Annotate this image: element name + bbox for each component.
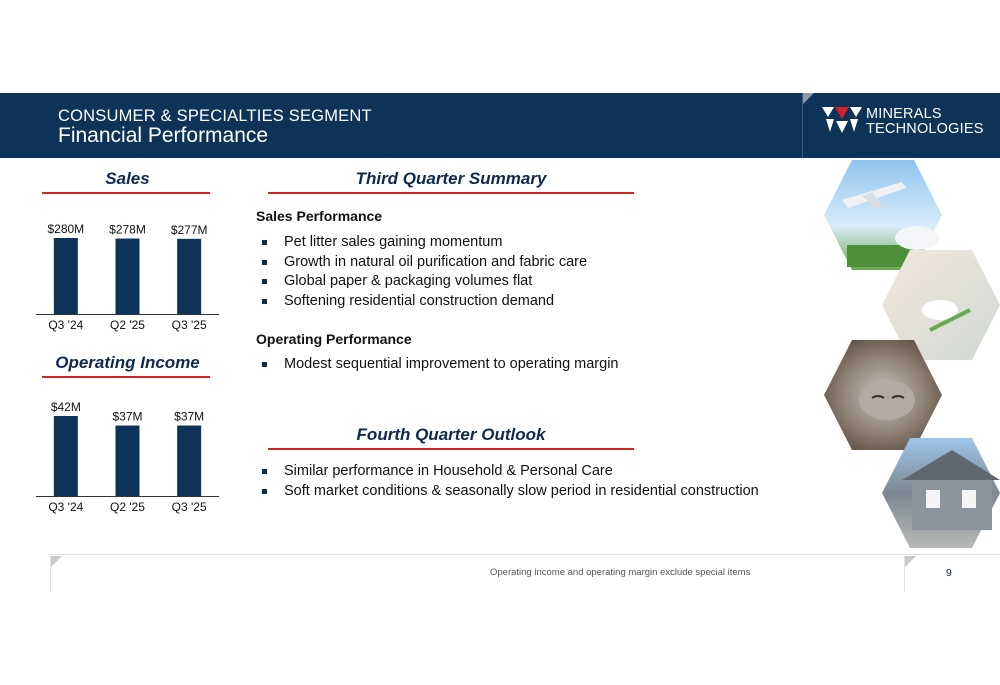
x-tick-label: Q3 '24: [48, 500, 84, 514]
list-item: Pet litter sales gaining momentum: [256, 233, 587, 253]
bar: [116, 426, 140, 496]
sales-bar-chart: [30, 218, 225, 336]
bar: [54, 416, 78, 496]
list-item: Soft market conditions & seasonally slow period in residential construction: [256, 482, 759, 502]
footer-corner-fold-right: [904, 556, 916, 568]
logo-mark-icon: [822, 107, 862, 133]
bar: [116, 239, 140, 314]
list-item: Growth in natural oil purification and fabric care: [256, 253, 587, 273]
footer-vertical-rule-left: [50, 556, 51, 592]
sales-heading-rule: [42, 192, 210, 194]
bar-data-label: $42M: [50, 400, 81, 414]
sales-performance-list: [256, 233, 587, 311]
photo-collage: [822, 160, 1000, 555]
company-logo: [802, 93, 1000, 158]
logo-line-1: MINERALS: [866, 106, 942, 122]
sales-performance-label: Sales Performance: [256, 208, 383, 224]
operating-income-heading-rule: [42, 376, 210, 378]
list-item: Softening residential construction demand: [256, 292, 587, 312]
x-tick-label: Q3 '25: [171, 500, 207, 514]
x-tick-label: Q3 '24: [48, 318, 84, 332]
bar: [54, 238, 78, 314]
footer-vertical-rule-right: [904, 556, 905, 592]
logo-divider: [802, 93, 803, 158]
x-tick-label: Q3 '25: [171, 318, 207, 332]
footer-corner-fold-left: [50, 556, 62, 568]
bar: [177, 426, 201, 496]
summary-heading: Third Quarter Summary: [355, 169, 547, 188]
bar-data-label: $278M: [109, 222, 146, 237]
footnote: Operating income and operating margin exclude special items: [490, 567, 751, 578]
outlook-heading: Fourth Quarter Outlook: [356, 425, 546, 444]
outlook-heading-rule: [268, 448, 634, 450]
sales-heading: Sales: [105, 169, 150, 188]
bar: [177, 239, 201, 314]
page-title: Financial Performance: [58, 124, 269, 147]
bar-data-label: $37M: [174, 409, 205, 424]
operating-performance-list: [256, 355, 618, 375]
bar-data-label: $37M: [112, 409, 143, 424]
list-item: Global paper & packaging volumes flat: [256, 272, 587, 292]
house-photo: [882, 438, 1000, 548]
footer-divider: [50, 554, 1000, 555]
list-item: Modest sequential improvement to operating margin: [256, 355, 618, 375]
summary-heading-rule: [268, 192, 634, 194]
segment-subtitle: CONSUMER & SPECIALTIES SEGMENT: [58, 107, 372, 125]
operating-income-bar-chart: [30, 396, 225, 518]
operating-performance-label: Operating Performance: [256, 331, 412, 347]
bar-data-label: $277M: [170, 222, 208, 237]
list-item: Similar performance in Household & Personal Care: [256, 462, 759, 482]
outlook-list: [256, 462, 759, 501]
header-banner: [0, 93, 1000, 158]
logo-text: [866, 107, 984, 137]
x-tick-label: Q2 '25: [110, 500, 145, 514]
logo-line-2: TECHNOLOGIES: [866, 121, 984, 137]
bar-data-label: $280M: [47, 222, 85, 236]
x-tick-label: Q2 '25: [110, 318, 145, 332]
operating-income-heading: Operating Income: [55, 353, 200, 372]
page-number: 9: [946, 567, 952, 579]
corner-fold: [802, 93, 814, 105]
